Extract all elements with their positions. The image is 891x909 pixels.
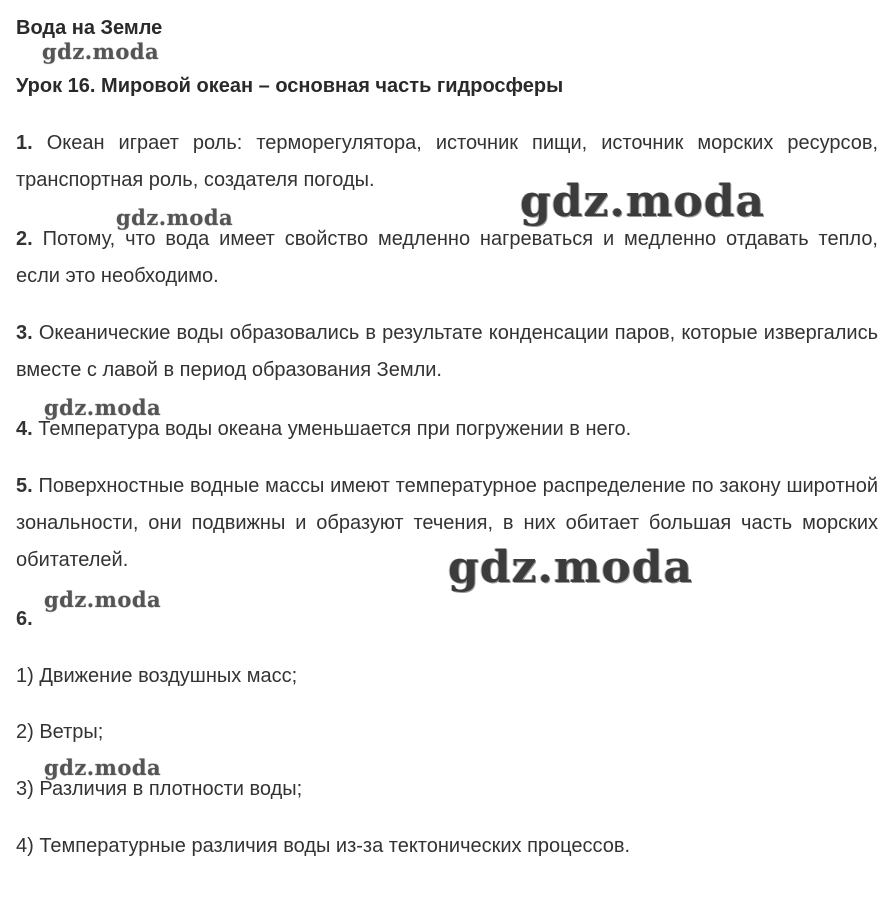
watermark: gdz.moda <box>116 205 234 230</box>
watermark: gdz.moda <box>44 395 162 420</box>
answer-2 <box>16 221 878 295</box>
watermark: gdz.moda <box>42 39 160 64</box>
watermark: gdz.moda <box>520 176 766 227</box>
lesson-title: Урок 16. Мировой океан – основная часть гидросферы <box>16 75 564 97</box>
watermark: gdz.moda <box>44 755 162 780</box>
answer-text: Океан играет роль: терморегулятора, источник пищи, источник морских ресурсов, транспортная роль, создателя погоды. <box>16 132 878 191</box>
answer-text: Поверхностные водные массы имеют температурное распределение по закону широтной зональности, они подвижны и образуют течения, в них обитает большая часть морских обитателей. <box>16 475 878 571</box>
list-item: 1) Движение воздушных масс; <box>16 665 298 687</box>
answer-text: Температура воды океана уменьшается при погружении в него. <box>38 418 632 440</box>
answer-5 <box>16 468 878 579</box>
list-item: 4) Температурные различия воды из-за тектонических процессов. <box>16 835 631 857</box>
answer-number: 3. <box>16 322 33 344</box>
answer-number: 2. <box>16 228 33 250</box>
watermark: gdz.moda <box>448 542 694 593</box>
answer-number: 4. <box>16 418 33 440</box>
answer-number: 5. <box>16 475 33 497</box>
answer-text: Потому, что вода имеет свойство медленно нагреваться и медленно отдавать тепло, если это необходимо. <box>16 228 878 287</box>
answer-number: 1. <box>16 132 33 154</box>
answer-3 <box>16 315 878 389</box>
answer-text: Океанические воды образовались в результате конденсации паров, которые извергались вместе с лавой в период образования Земли. <box>16 322 879 381</box>
section-title: Вода на Земле <box>16 17 163 39</box>
list-item: 2) Ветры; <box>16 721 104 743</box>
watermark: gdz.moda <box>44 587 162 612</box>
list-item: 3) Различия в плотности воды; <box>16 778 303 800</box>
answer-number: 6. <box>16 608 33 630</box>
